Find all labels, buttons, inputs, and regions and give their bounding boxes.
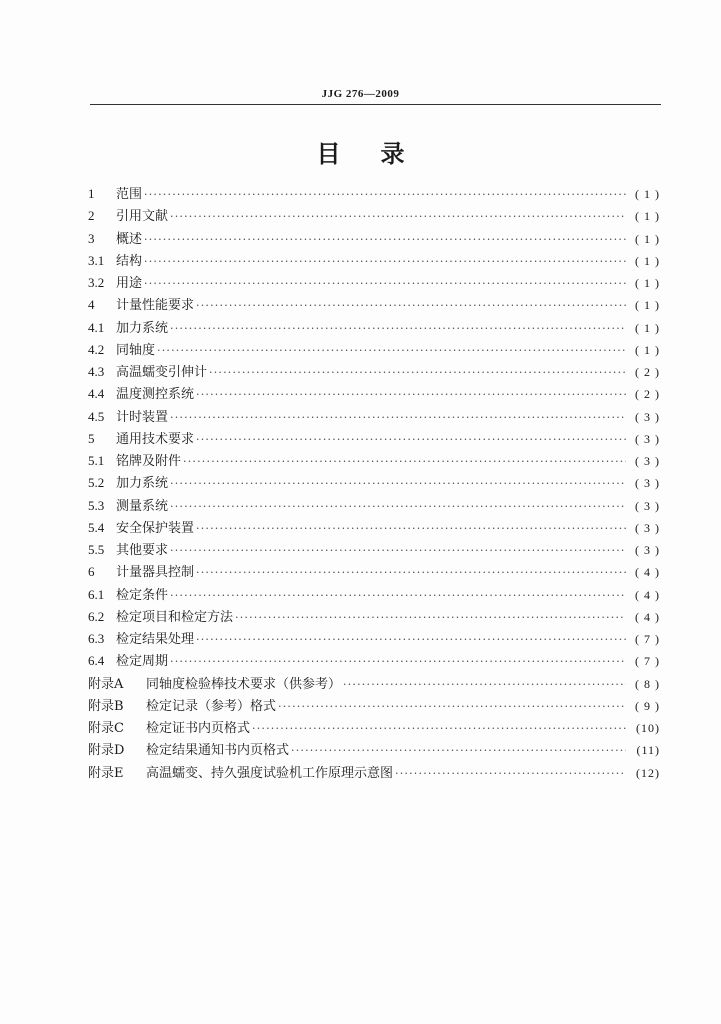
toc-entry-number: 附录B: [88, 698, 124, 714]
toc-entry-number: 6.2: [88, 608, 105, 624]
toc-leader-dots: [196, 295, 626, 317]
toc-leader-dots: [196, 384, 626, 406]
toc-entry-label: [88, 383, 196, 406]
toc-entry-title: 测量系统: [116, 498, 169, 514]
toc-entry-number: 6.1: [88, 586, 105, 602]
toc-entry-page: ( 1 ): [635, 209, 660, 224]
toc-entry-number: 5.5: [88, 542, 105, 557]
toc-leader-dots: [209, 362, 626, 384]
toc-leader-dots: [170, 540, 626, 562]
toc-entry: [88, 250, 660, 272]
toc-entry-number: 1: [88, 186, 95, 201]
toc-entry-label: [88, 517, 196, 540]
toc-entry-label: [88, 428, 196, 451]
toc-leader-dots: [343, 674, 626, 696]
toc-entry-label: [88, 584, 170, 607]
toc-leader-dots: [170, 585, 626, 607]
toc-leader-dots: [291, 740, 626, 762]
toc-entry-title: 检定条件: [116, 587, 169, 603]
toc-leader-dots: [196, 562, 626, 584]
toc-entry-number: 4: [88, 297, 95, 313]
toc-leader-dots: [170, 318, 626, 340]
toc-entry-label: [88, 539, 170, 562]
toc-entry: [88, 383, 660, 405]
toc-entry-title: 铭牌及附件: [116, 454, 182, 469]
toc-entry-number: 附录A: [88, 676, 124, 692]
toc-entry: [88, 673, 660, 695]
toc-leader-dots: [395, 763, 626, 785]
header-divider: [90, 104, 661, 105]
toc-entry-page: ( 3 ): [635, 476, 660, 491]
toc-leader-dots: [170, 496, 626, 518]
toc-leader-dots: [157, 340, 626, 362]
table-of-contents: [88, 183, 660, 784]
toc-entry-title: 高温蠕变引伸计: [116, 365, 208, 380]
toc-entry-label: [88, 317, 170, 340]
toc-entry: [88, 294, 660, 316]
toc-entry-label: [88, 472, 170, 495]
toc-entry-title: 计量性能要求: [116, 298, 195, 314]
toc-entry-label: [88, 183, 144, 206]
toc-leader-dots: [278, 696, 626, 718]
toc-entry-number: 4.3: [88, 364, 105, 379]
toc-entry-number: 6.3: [88, 631, 105, 646]
toc-entry-title: 检定结果处理: [116, 632, 195, 647]
toc-entry-label: [88, 339, 157, 362]
toc-entry-page: ( 3 ): [635, 498, 660, 513]
toc-entry-page: ( 7 ): [635, 632, 660, 646]
toc-leader-dots: [183, 451, 626, 473]
toc-entry-label: [88, 561, 196, 584]
toc-entry-title: 结构: [116, 253, 143, 269]
toc-entry: [88, 428, 660, 450]
toc-entry-title: 检定证书内页格式: [146, 721, 251, 736]
toc-entry-label: [88, 228, 144, 251]
toc-entry-number: 5.1: [88, 453, 105, 468]
toc-entry-page: ( 3 ): [635, 454, 660, 468]
toc-entry-page: ( 2 ): [635, 365, 660, 379]
toc-entry-page: ( 1 ): [635, 298, 660, 313]
toc-entry-label: [88, 740, 291, 762]
toc-entry-title: 高温蠕变、持久强度试验机工作原理示意图: [146, 765, 394, 781]
toc-entry: [88, 406, 660, 428]
toc-entry: [88, 695, 660, 717]
toc-entry-title: 用途: [116, 276, 143, 291]
toc-entry: [88, 183, 660, 205]
toc-leader-dots: [196, 518, 626, 540]
toc-entry-page: ( 3 ): [635, 543, 660, 557]
toc-entry-label: [88, 650, 170, 673]
toc-entry-label: [88, 361, 209, 384]
toc-entry: [88, 650, 660, 672]
toc-entry-label: [88, 406, 170, 429]
toc-leader-dots: [170, 473, 626, 495]
toc-entry-label: [88, 696, 278, 718]
toc-entry-page: ( 1 ): [635, 187, 660, 201]
toc-leader-dots: [252, 718, 626, 740]
toc-entry-number: 5.2: [88, 475, 105, 491]
toc-entry-page: ( 7 ): [635, 654, 660, 669]
toc-entry-label: [88, 450, 183, 473]
toc-leader-dots: [144, 251, 626, 273]
toc-entry-number: 附录D: [88, 743, 125, 759]
toc-entry-label: [88, 606, 235, 629]
toc-entry-title: 计量器具控制: [116, 565, 195, 581]
toc-entry-page: ( 3 ): [635, 409, 660, 424]
toc-entry-title: 安全保护装置: [116, 520, 195, 536]
toc-entry-page: ( 9 ): [635, 698, 660, 713]
toc-entry-page: (10): [636, 721, 660, 735]
toc-entry-label: [88, 674, 343, 696]
toc-entry-number: 4.1: [88, 319, 105, 335]
toc-entry-number: 2: [88, 208, 95, 224]
standard-code-header: JJG 276—2009: [321, 88, 400, 100]
toc-entry: [88, 539, 660, 561]
toc-entry: [88, 495, 660, 517]
toc-entry-number: 附录E: [88, 765, 124, 781]
toc-entry-title: 检定记录（参考）格式: [146, 698, 277, 714]
toc-entry-page: ( 2 ): [635, 387, 660, 402]
toc-entry-title: 其他要求: [116, 543, 169, 558]
toc-entry-label: [88, 294, 196, 317]
toc-entry-number: 4.4: [88, 386, 105, 402]
toc-entry: [88, 272, 660, 294]
toc-leader-dots: [196, 429, 626, 451]
toc-entry-number: 6: [88, 564, 95, 580]
toc-entry: [88, 228, 660, 250]
toc-leader-dots: [144, 229, 626, 251]
toc-entry-number: 3: [88, 230, 95, 246]
toc-entry-number: 4.5: [88, 408, 105, 424]
toc-entry-page: ( 3 ): [635, 520, 660, 535]
toc-entry-title: 计时装置: [116, 409, 169, 425]
toc-entry-title: 温度测控系统: [116, 387, 195, 403]
toc-entry-title: 检定结果通知书内页格式: [146, 743, 290, 759]
toc-entry: [88, 561, 660, 583]
toc-entry-title: 概述: [116, 231, 143, 247]
toc-entry-page: ( 8 ): [635, 676, 660, 691]
page-title: 目录: [316, 140, 445, 168]
toc-leader-dots: [144, 273, 626, 295]
toc-entry-page: (11): [636, 743, 660, 758]
toc-entry: [88, 762, 660, 784]
toc-entry-title: 同轴度: [116, 342, 156, 358]
toc-entry-title: 引用文献: [116, 209, 169, 225]
toc-entry-number: 附录C: [88, 721, 124, 736]
toc-entry-label: [88, 250, 144, 273]
toc-entry-page: ( 4 ): [635, 565, 660, 580]
toc-leader-dots: [235, 607, 626, 629]
toc-entry-label: [88, 272, 144, 295]
toc-entry: [88, 361, 660, 383]
toc-entry: [88, 472, 660, 494]
toc-entry-page: ( 4 ): [635, 609, 660, 624]
toc-entry-title: 通用技术要求: [116, 431, 195, 447]
toc-leader-dots: [196, 629, 626, 651]
toc-entry-page: ( 4 ): [635, 587, 660, 602]
toc-entry-number: 3.1: [88, 252, 105, 268]
toc-entry-number: 3.2: [88, 275, 105, 290]
toc-entry: [88, 450, 660, 472]
toc-entry-page: ( 1 ): [635, 253, 660, 268]
toc-entry: [88, 606, 660, 628]
toc-entry-page: ( 1 ): [635, 231, 660, 246]
toc-entry: [88, 739, 660, 761]
toc-entry-number: 5.4: [88, 519, 105, 535]
toc-leader-dots: [170, 407, 626, 429]
toc-leader-dots: [170, 651, 626, 673]
toc-entry: [88, 205, 660, 227]
toc-entry-label: [88, 205, 170, 228]
toc-entry-number: 4.2: [88, 341, 105, 357]
toc-leader-dots: [170, 206, 626, 228]
toc-entry-title: 加力系统: [116, 320, 169, 336]
toc-entry-page: ( 1 ): [635, 276, 660, 290]
toc-entry-title: 同轴度检验棒技术要求（供参考）: [146, 676, 342, 692]
toc-entry-page: ( 1 ): [635, 320, 660, 335]
toc-entry-title: 加力系统: [116, 476, 169, 492]
toc-entry-label: [88, 763, 395, 785]
toc-entry-number: 5: [88, 430, 95, 446]
toc-entry-page: (12): [636, 765, 660, 780]
toc-entry: [88, 628, 660, 650]
toc-entry-number: 5.3: [88, 497, 105, 513]
toc-entry: [88, 339, 660, 361]
toc-entry: [88, 584, 660, 606]
toc-entry-title: 范围: [116, 187, 143, 202]
toc-entry-number: 6.4: [88, 653, 105, 669]
toc-entry: [88, 317, 660, 339]
toc-entry-page: ( 1 ): [635, 342, 660, 357]
toc-entry: [88, 517, 660, 539]
toc-entry-title: 检定项目和检定方法: [116, 609, 234, 625]
toc-leader-dots: [144, 184, 626, 206]
toc-entry-page: ( 3 ): [635, 431, 660, 446]
toc-entry-label: [88, 628, 196, 651]
toc-entry-title: 检定周期: [116, 654, 169, 670]
toc-entry-label: [88, 718, 252, 740]
toc-entry: [88, 717, 660, 739]
toc-entry-label: [88, 495, 170, 518]
